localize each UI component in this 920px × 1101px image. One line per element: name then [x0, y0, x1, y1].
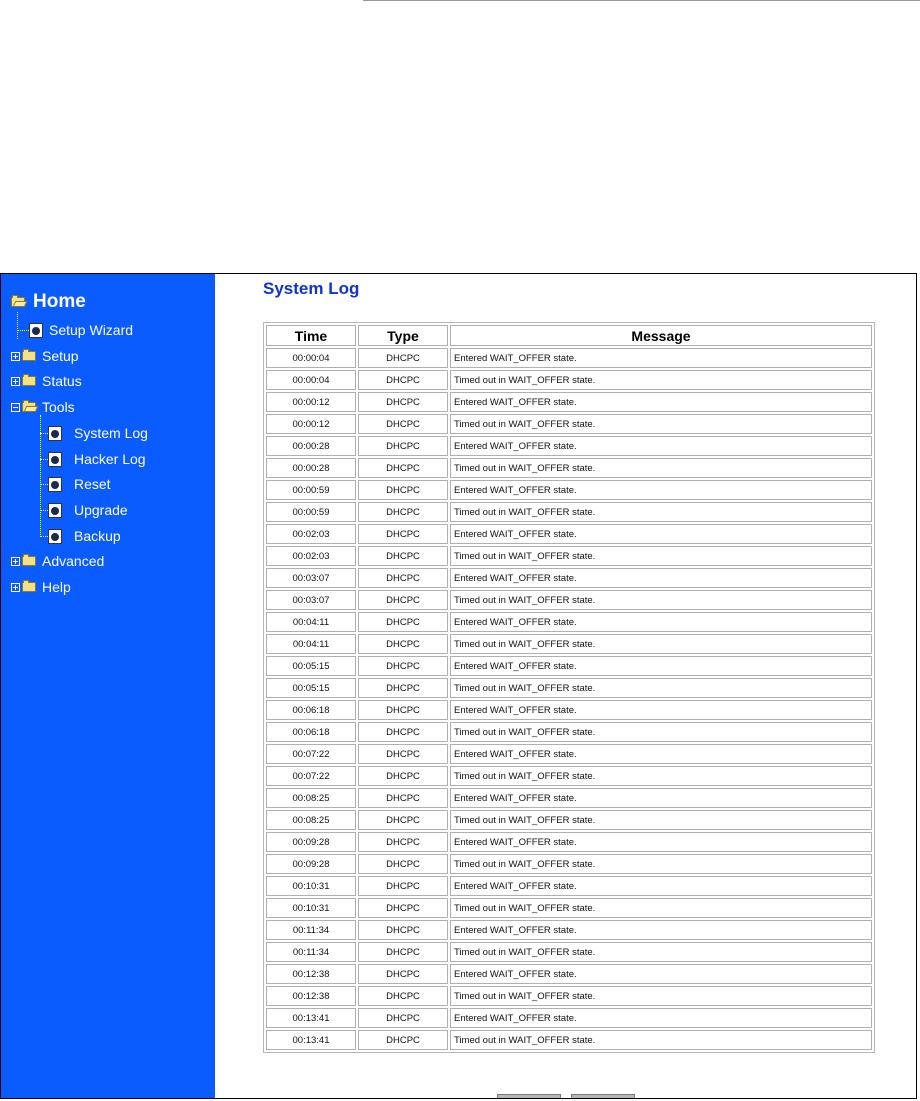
- log-type-cell: DHCPC: [358, 898, 448, 918]
- table-row: [266, 370, 872, 390]
- log-time-cell: 00:11:34: [266, 942, 356, 962]
- log-type-cell: DHCPC: [358, 942, 448, 962]
- log-type-cell: DHCPC: [358, 876, 448, 896]
- log-message-cell: Entered WAIT_OFFER state.: [450, 832, 872, 852]
- top-divider: [363, 0, 920, 1]
- sidebar-item-advanced[interactable]: [11, 553, 104, 569]
- sidebar-item-label: Help: [42, 579, 71, 595]
- log-type-cell: DHCPC: [358, 810, 448, 830]
- log-type-cell: DHCPC: [358, 788, 448, 808]
- log-time-cell: 00:12:38: [266, 986, 356, 1006]
- table-row: [266, 964, 872, 984]
- table-row: [266, 898, 872, 918]
- log-table-body: [266, 348, 872, 1050]
- log-time-cell: 00:04:11: [266, 634, 356, 654]
- sidebar-item-upgrade[interactable]: [48, 502, 128, 518]
- table-row: [266, 546, 872, 566]
- log-time-cell: 00:07:22: [266, 766, 356, 786]
- page-icon: [48, 426, 62, 441]
- log-message-cell: Timed out in WAIT_OFFER state.: [450, 590, 872, 610]
- router-admin-frame: [0, 273, 917, 1099]
- log-type-cell: DHCPC: [358, 392, 448, 412]
- tree-connector: [17, 312, 18, 339]
- expand-plus-icon[interactable]: [11, 352, 20, 361]
- folder-icon: [22, 376, 36, 386]
- log-type-cell: DHCPC: [358, 502, 448, 522]
- column-header-type: Type: [358, 325, 448, 346]
- tree-connector: [40, 536, 48, 537]
- sidebar: [1, 274, 215, 1098]
- folder-icon: [22, 351, 36, 361]
- log-time-cell: 00:05:15: [266, 656, 356, 676]
- refresh-button[interactable]: [497, 1094, 561, 1099]
- log-time-cell: 00:03:07: [266, 590, 356, 610]
- log-type-cell: DHCPC: [358, 744, 448, 764]
- table-row: [266, 986, 872, 1006]
- log-time-cell: 00:00:12: [266, 392, 356, 412]
- table-row: [266, 568, 872, 588]
- log-time-cell: 00:03:07: [266, 568, 356, 588]
- page-icon: [29, 323, 43, 338]
- table-row: [266, 436, 872, 456]
- table-row: [266, 1030, 872, 1050]
- log-message-cell: Timed out in WAIT_OFFER state.: [450, 678, 872, 698]
- log-type-cell: DHCPC: [358, 480, 448, 500]
- table-row: [266, 1008, 872, 1028]
- log-message-cell: Timed out in WAIT_OFFER state.: [450, 854, 872, 874]
- table-row: [266, 590, 872, 610]
- expand-plus-icon[interactable]: [11, 583, 20, 592]
- sidebar-item-label: Setup Wizard: [49, 322, 134, 338]
- sidebar-item-setup-wizard[interactable]: [29, 322, 133, 338]
- sidebar-item-status[interactable]: [11, 373, 82, 389]
- column-header-time: Time: [266, 325, 356, 346]
- log-type-cell: DHCPC: [358, 986, 448, 1006]
- sidebar-item-hacker-log[interactable]: [48, 451, 146, 467]
- sidebar-item-label: Advanced: [42, 553, 105, 569]
- log-message-cell: Entered WAIT_OFFER state.: [450, 920, 872, 940]
- log-message-cell: Timed out in WAIT_OFFER state.: [450, 634, 872, 654]
- log-message-cell: Entered WAIT_OFFER state.: [450, 568, 872, 588]
- log-time-cell: 00:11:34: [266, 920, 356, 940]
- sidebar-item-tools[interactable]: [11, 399, 75, 415]
- nav-tree: [1, 274, 215, 1098]
- log-type-cell: DHCPC: [358, 524, 448, 544]
- table-row: [266, 656, 872, 676]
- tree-connector: [17, 330, 29, 331]
- log-time-cell: 00:09:28: [266, 832, 356, 852]
- log-type-cell: DHCPC: [358, 1030, 448, 1050]
- table-header-row: [266, 325, 872, 346]
- log-message-cell: Entered WAIT_OFFER state.: [450, 744, 872, 764]
- log-type-cell: DHCPC: [358, 1008, 448, 1028]
- system-log-table: [263, 322, 875, 1053]
- sidebar-item-label: Reset: [74, 476, 111, 492]
- log-message-cell: Timed out in WAIT_OFFER state.: [450, 1030, 872, 1050]
- log-message-cell: Timed out in WAIT_OFFER state.: [450, 722, 872, 742]
- table-row: [266, 392, 872, 412]
- log-message-cell: Timed out in WAIT_OFFER state.: [450, 458, 872, 478]
- page-icon: [48, 529, 62, 544]
- table-row: [266, 700, 872, 720]
- table-row: [266, 920, 872, 940]
- expand-plus-icon[interactable]: [11, 377, 20, 386]
- log-message-cell: Timed out in WAIT_OFFER state.: [450, 766, 872, 786]
- table-row: [266, 458, 872, 478]
- log-message-cell: Timed out in WAIT_OFFER state.: [450, 414, 872, 434]
- table-row: [266, 414, 872, 434]
- log-type-cell: DHCPC: [358, 700, 448, 720]
- log-time-cell: 00:06:18: [266, 722, 356, 742]
- sidebar-item-system-log[interactable]: [48, 425, 148, 441]
- sidebar-item-reset[interactable]: [48, 476, 111, 492]
- log-time-cell: 00:12:38: [266, 964, 356, 984]
- log-message-cell: Entered WAIT_OFFER state.: [450, 612, 872, 632]
- sidebar-item-backup[interactable]: [48, 528, 121, 544]
- column-header-message: Message: [450, 325, 872, 346]
- log-time-cell: 00:05:15: [266, 678, 356, 698]
- log-type-cell: DHCPC: [358, 920, 448, 940]
- table-row: [266, 502, 872, 522]
- page-icon: [48, 452, 62, 467]
- folder-icon: [22, 556, 36, 566]
- log-message-cell: Entered WAIT_OFFER state.: [450, 480, 872, 500]
- sidebar-item-label: Status: [42, 373, 82, 389]
- log-time-cell: 00:00:12: [266, 414, 356, 434]
- table-row: [266, 744, 872, 764]
- log-time-cell: 00:00:59: [266, 502, 356, 522]
- expand-plus-icon[interactable]: [11, 557, 20, 566]
- log-time-cell: 00:02:03: [266, 524, 356, 544]
- table-row: [266, 480, 872, 500]
- home-label: Home: [33, 291, 86, 312]
- log-type-cell: DHCPC: [358, 414, 448, 434]
- table-row: [266, 766, 872, 786]
- log-message-cell: Timed out in WAIT_OFFER state.: [450, 942, 872, 962]
- log-message-cell: Timed out in WAIT_OFFER state.: [450, 810, 872, 830]
- log-message-cell: Timed out in WAIT_OFFER state.: [450, 370, 872, 390]
- log-message-cell: Entered WAIT_OFFER state.: [450, 964, 872, 984]
- log-time-cell: 00:08:25: [266, 810, 356, 830]
- sidebar-item-help[interactable]: [11, 579, 71, 595]
- log-type-cell: DHCPC: [358, 568, 448, 588]
- log-message-cell: Entered WAIT_OFFER state.: [450, 392, 872, 412]
- log-time-cell: 00:10:31: [266, 876, 356, 896]
- log-type-cell: DHCPC: [358, 766, 448, 786]
- log-message-cell: Entered WAIT_OFFER state.: [450, 700, 872, 720]
- log-message-cell: Timed out in WAIT_OFFER state.: [450, 546, 872, 566]
- page-icon: [48, 503, 62, 518]
- log-time-cell: 00:00:04: [266, 370, 356, 390]
- log-type-cell: DHCPC: [358, 678, 448, 698]
- log-message-cell: Entered WAIT_OFFER state.: [450, 656, 872, 676]
- table-row: [266, 634, 872, 654]
- log-time-cell: 00:00:28: [266, 436, 356, 456]
- log-time-cell: 00:00:59: [266, 480, 356, 500]
- tree-connector: [40, 484, 48, 485]
- log-type-cell: DHCPC: [358, 854, 448, 874]
- clear-button[interactable]: [571, 1094, 635, 1099]
- log-time-cell: 00:08:25: [266, 788, 356, 808]
- log-message-cell: Entered WAIT_OFFER state.: [450, 524, 872, 544]
- table-row: [266, 810, 872, 830]
- log-message-cell: Timed out in WAIT_OFFER state.: [450, 986, 872, 1006]
- page-title: System Log: [263, 279, 360, 298]
- folder-open-icon: [22, 402, 36, 412]
- folder-icon: [22, 582, 36, 592]
- table-row: [266, 612, 872, 632]
- log-type-cell: DHCPC: [358, 590, 448, 610]
- log-time-cell: 00:13:41: [266, 1030, 356, 1050]
- sidebar-item-label: System Log: [74, 425, 148, 441]
- home-link[interactable]: [11, 291, 86, 313]
- log-message-cell: Timed out in WAIT_OFFER state.: [450, 502, 872, 522]
- sidebar-item-label: Upgrade: [74, 502, 128, 518]
- table-row: [266, 788, 872, 808]
- log-type-cell: DHCPC: [358, 348, 448, 368]
- log-message-cell: Entered WAIT_OFFER state.: [450, 788, 872, 808]
- log-time-cell: 00:13:41: [266, 1008, 356, 1028]
- log-type-cell: DHCPC: [358, 546, 448, 566]
- log-message-cell: Entered WAIT_OFFER state.: [450, 436, 872, 456]
- tree-connector: [40, 433, 48, 434]
- log-message-cell: Entered WAIT_OFFER state.: [450, 1008, 872, 1028]
- main-content: [215, 274, 916, 1098]
- log-type-cell: DHCPC: [358, 634, 448, 654]
- log-type-cell: DHCPC: [358, 832, 448, 852]
- log-time-cell: 00:02:03: [266, 546, 356, 566]
- sidebar-item-label: Hacker Log: [74, 451, 146, 467]
- sidebar-item-label: Tools: [42, 399, 75, 415]
- sidebar-item-label: Setup: [42, 348, 79, 364]
- log-type-cell: DHCPC: [358, 436, 448, 456]
- table-row: [266, 524, 872, 544]
- table-row: [266, 854, 872, 874]
- log-message-cell: Timed out in WAIT_OFFER state.: [450, 898, 872, 918]
- log-type-cell: DHCPC: [358, 370, 448, 390]
- log-type-cell: DHCPC: [358, 458, 448, 478]
- log-time-cell: 00:04:11: [266, 612, 356, 632]
- page-icon: [48, 477, 62, 492]
- table-row: [266, 348, 872, 368]
- sidebar-item-setup[interactable]: [11, 348, 79, 364]
- table-row: [266, 942, 872, 962]
- sidebar-item-label: Backup: [74, 528, 121, 544]
- tree-connector: [40, 510, 48, 511]
- log-time-cell: 00:09:28: [266, 854, 356, 874]
- log-time-cell: 00:07:22: [266, 744, 356, 764]
- table-row: [266, 832, 872, 852]
- table-row: [266, 722, 872, 742]
- log-time-cell: 00:00:04: [266, 348, 356, 368]
- log-type-cell: DHCPC: [358, 722, 448, 742]
- log-time-cell: 00:10:31: [266, 898, 356, 918]
- log-type-cell: DHCPC: [358, 612, 448, 632]
- log-type-cell: DHCPC: [358, 964, 448, 984]
- table-row: [266, 678, 872, 698]
- log-time-cell: 00:00:28: [266, 458, 356, 478]
- home-folder-icon: [11, 297, 25, 307]
- log-time-cell: 00:06:18: [266, 700, 356, 720]
- table-row: [266, 876, 872, 896]
- log-message-cell: Entered WAIT_OFFER state.: [450, 348, 872, 368]
- tree-connector: [40, 459, 48, 460]
- log-type-cell: DHCPC: [358, 656, 448, 676]
- collapse-minus-icon[interactable]: [11, 403, 20, 412]
- log-message-cell: Entered WAIT_OFFER state.: [450, 876, 872, 896]
